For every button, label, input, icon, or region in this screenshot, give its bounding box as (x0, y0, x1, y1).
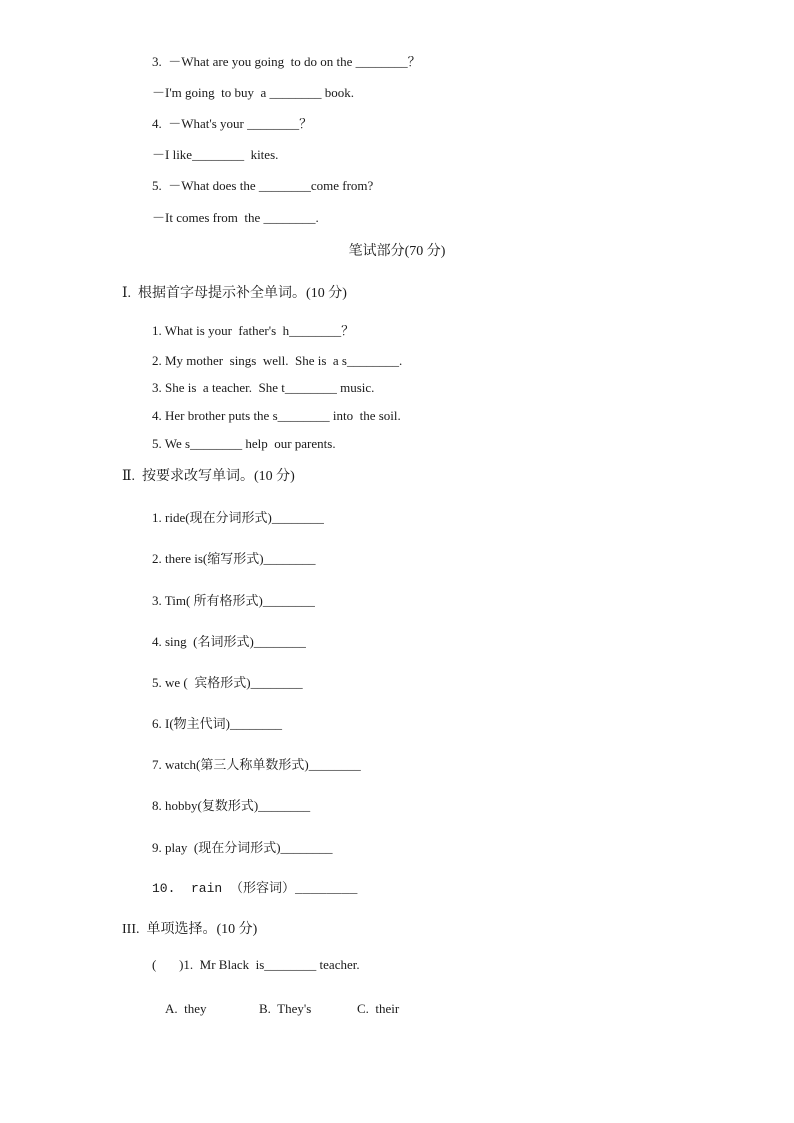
section2-item: 9. play (现在分词形式)________ (152, 840, 333, 855)
section3-options (152, 985, 399, 1033)
listening-a4: －I like________ kites. (152, 147, 279, 162)
option-c: C. their (357, 1001, 400, 1016)
section2-item: 3. Tim( 所有格形式)________ (152, 593, 315, 608)
section2-item: 7. watch(第三人称单数形式)________ (152, 757, 361, 772)
section3-question-1: ( )1. Mr Black is________ teacher. (152, 957, 360, 972)
section1-item: 4. Her brother puts the s________ into the soil. (152, 408, 401, 423)
section2-item: 4. sing (名词形式)________ (152, 634, 306, 649)
option-b: B. They's (259, 1001, 312, 1016)
option-a: A. they (165, 1001, 207, 1016)
listening-a3: －I'm going to buy a ________ book. (152, 85, 355, 100)
section2-item-10: 10. rain （形容词）________ (152, 881, 358, 896)
section2-item: 5. we ( 宾格形式)________ (152, 675, 303, 690)
section1-item: 1. What is your father's h________？ (152, 323, 355, 338)
section1-item: 3. She is a teacher. She t________ music. (152, 380, 375, 395)
section2-item: 8. hobby(复数形式)________ (152, 798, 311, 813)
section1-item: 2. My mother sings well. She is a s________. (152, 353, 403, 368)
section1-item: 5. We s________ help our parents. (152, 436, 336, 451)
section2-item: 1. ride(现在分词形式)________ (152, 510, 324, 525)
written-part-title: 笔试部分(70 分) (348, 244, 446, 259)
listening-q5: 5. －What does the ________come from? (152, 178, 374, 193)
section2-heading: Ⅱ. 按要求改写单词。(10 分) (122, 469, 295, 484)
section2-item: 2. there is(缩写形式)________ (152, 551, 316, 566)
section2-item: 6. I(物主代词)________ (152, 716, 282, 731)
section1-heading: Ⅰ. 根据首字母提示补全单词。(10 分) (122, 286, 347, 301)
listening-q3: 3. －What are you going to do on the ________？ (152, 54, 421, 69)
listening-q4: 4. －What's your ________？ (152, 116, 313, 131)
section3-heading: III. 单项选择。(10 分) (122, 922, 258, 937)
listening-a5: －It comes from the ________. (152, 210, 319, 225)
